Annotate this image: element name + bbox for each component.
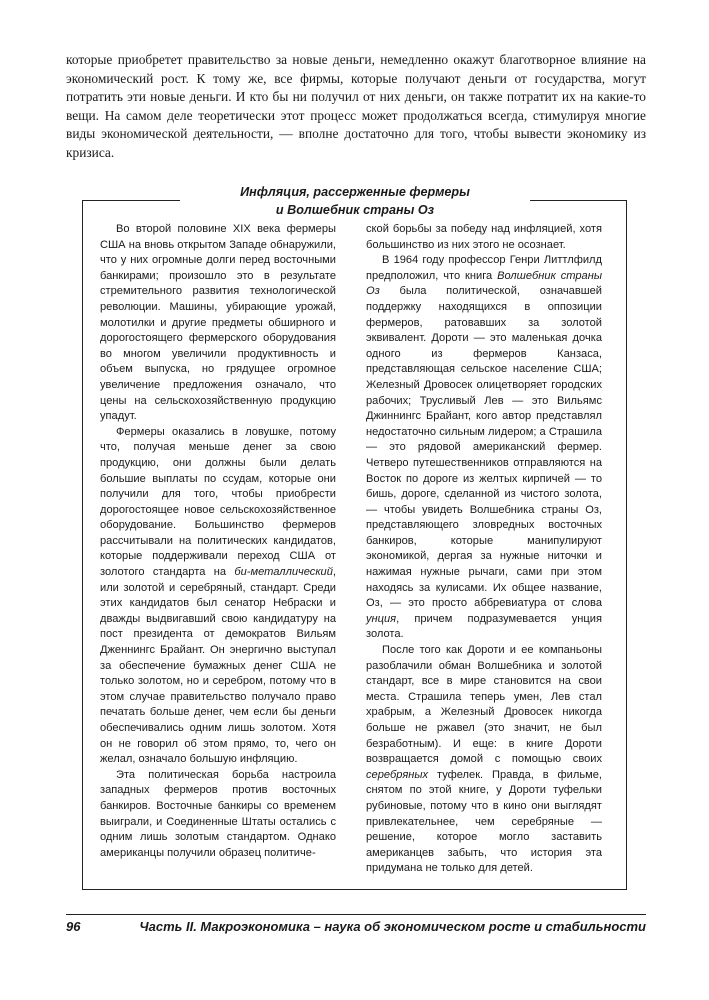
left-paragraph-2 xyxy=(100,425,336,768)
intro-text: которые приобретет правительство за новые деньги, немедленно окажут благотворное влияние на экономический рост. К тому же, все фирмы, которые получают деньги от государства, могут потратить эти новые деньги. И кто бы ни получил от них деньги, он также потратит их на какие-то вещи. На самом деле теоретически этот процесс может продолжаться всегда, стимулируя многие виды экономической деятельности, — вполне достаточно для того, чтобы вывести экономику из кризиса. xyxy=(66,52,646,160)
sidebar-title xyxy=(180,183,530,219)
right-paragraph-continuation: ской борьбы за победу над инфляцией, хотя большинство из них этого не осознает. xyxy=(366,223,602,251)
right-p2-text-c: туфелек. Правда, в фильме, снятом по этой книге, у Дороти туфельки рубиновые, потому что в кино они выглядят привлекательнее, чем серебряные — решение, которое могло заставить американцев забыть, что история эта придумана не только для детей. xyxy=(366,768,602,875)
part-title: Часть II. Макроэкономика – наука об экономическом росте и стабильности xyxy=(139,919,646,934)
left-paragraph-3: Эта политическая борьба настроила западных фермеров против восточных банкиров. Восточные банкиры со временем выиграли, и Соединенные Штаты остались с одним лишь золотым стандартом. Однако американцы получили образец политиче- xyxy=(100,768,336,859)
right-p1-text-c: была политической, означавшей поддержку находящихся в оппозиции фермеров, ратовавших за золотой эквивалент. Дороти — это маленькая дочка одного из фермеров Канзаса, представляющая сельское население США; Железный Дровосек олицетворяет городских рабочих; Трусливый Лев — это Вильямс Джиннингс Брайант, кого автор представлял недостаточно сильным лидером; а Страшила — это рядовой американский фермер. Четверо путешественников отправляются на Восток по дороге из желтых кирпичей — то бишь, дороге, сделанной из чистого золота, — чтобы увидеть Волшебника страны Оз, представляющего зловредных восточных банкиров, которые манипулируют экономикой, дергая за нужные ниточки и нажимая нужные рычаги, сами при этом находясь за кулисами. Их общее название, Оз, — это просто аббревиатура от слова xyxy=(366,285,602,610)
footer-rule xyxy=(66,914,646,915)
right-p2-text-a: После того как Дороти и ее компаньоны разоблачили обман Волшебника и золотой стандарт, все в мире становится на свои места. Страшила теперь умен, Лев стал храбрым, а Железный Дровосек никогда больше не ржавел (это значит, не был безработным). И еще: в книге Дороти возвращается домой с помощью своих xyxy=(366,644,602,766)
intro-paragraph xyxy=(66,51,646,162)
left-p2-italic-term: би-металлический xyxy=(234,566,333,579)
right-p2-italic-word: серебряных xyxy=(366,768,429,781)
right-paragraph-1 xyxy=(366,253,602,643)
right-paragraph-2 xyxy=(366,643,602,877)
sidebar-title-line-1: Инфляция, рассерженные фермеры xyxy=(240,185,470,199)
right-p1-text-e: , причем подразумевается унция золота. xyxy=(366,612,602,641)
page-number: 96 xyxy=(66,919,81,934)
left-p2-text-a: Фермеры оказались в ловушке, потому что, получая меньше денег за свою продукцию, они должны были делать большие выплаты по ссудам, которые они получили для того, чтобы приобрести дорогостоящее новое сельскохозяйственное оборудование. Большинство фермеров рассчитывали на политических кандидатов, которые поддерживали переход США от золотого стандарта на xyxy=(100,425,336,579)
sidebar-title-line-2: и Волшебник страны Оз xyxy=(275,203,435,217)
sidebar-left-column xyxy=(100,222,336,861)
left-p2-text-c: , или золотой и серебряный, стандарт. Среди этих кандидатов был сенатор Небраски и дважды выдвигавший свою кандидатуру на пост президента от демократов Вильям Дженнингс Брайант. Он энергично выступал за обеспечение бумажных денег США не только золотом, но и серебром, потому что в этом случае правительство получало право печатать больше денег, чем если бы деньги обеспечивались одним лишь золотом. Хотя он не говорил об этом прямо, то, чего он желал, означало большую инфляцию. xyxy=(100,566,336,766)
left-paragraph-1: Во второй половине XIX века фермеры США на вновь открытом Западе обнаружили, что у них огромные долги перед восточными банкирами; произошло это в результате стремительного развития технологической революции. Машины, убирающие урожай, молотилки и другие предметы обширного и дорогостоящего фермерского оборудования во многом увеличили продуктивность и объем выпуска, но грядущее огромное увеличение предложения означало, что цены на сельскохозяйственную продукцию упадут. xyxy=(100,223,336,423)
right-p1-book-title: Волшебник страны Оз xyxy=(366,269,602,298)
sidebar-right-column xyxy=(366,222,602,877)
right-p1-text-a: В 1964 году профессор Генри Литтлфилд предположил, что книга xyxy=(366,254,602,282)
right-p1-italic-word: унция xyxy=(366,612,397,625)
